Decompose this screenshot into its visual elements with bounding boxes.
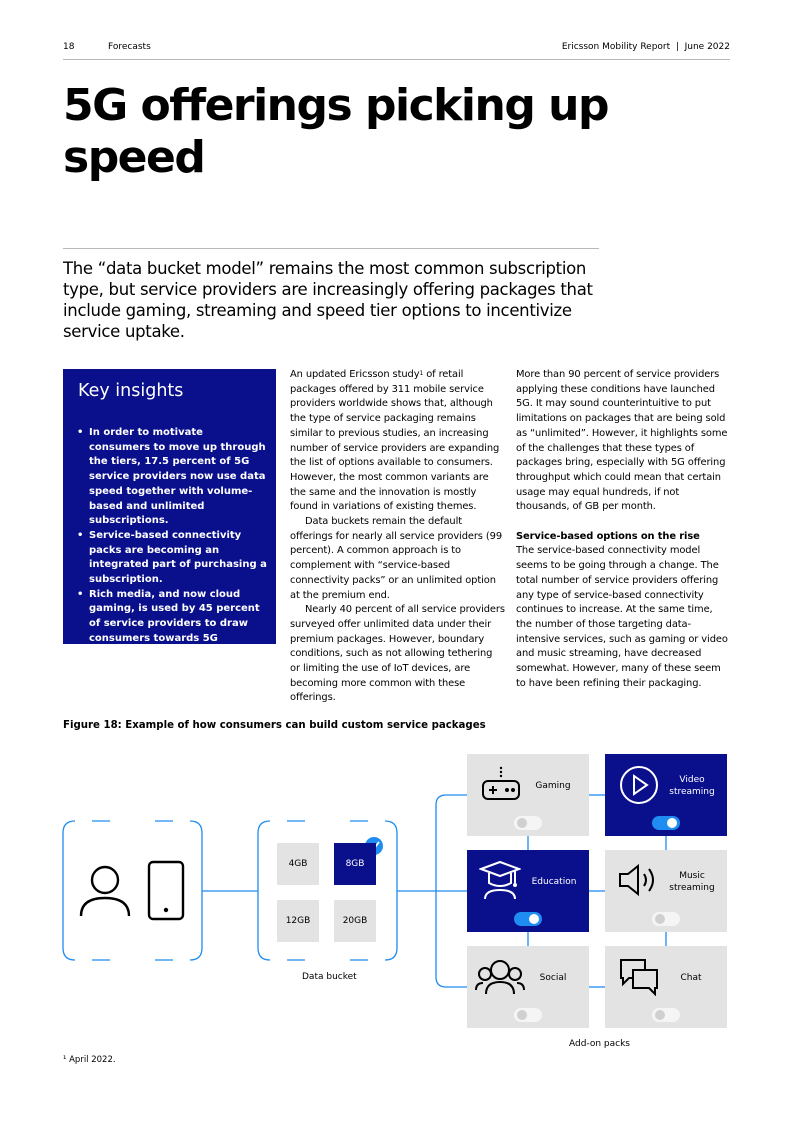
data-bucket-label: Data bucket [302,972,357,982]
key-insights-box [63,369,276,659]
phone-button [164,908,168,912]
header-divider [63,59,730,60]
addon-label: Education [531,877,577,887]
speaker-icon [618,864,660,896]
section-name: Forecasts [108,42,151,52]
addon-chat[interactable] [605,946,727,1028]
addon-social[interactable] [467,946,589,1028]
person-icon [81,867,129,916]
addon-label: Music streaming [669,871,715,893]
intro-paragraph: The “data bucket model” remains the most common subscription type, but service providers are increasingly offering packages that include gaming, streaming and speed tier options to incentivize service uptake. [63,259,593,341]
footnote: ¹ April 2022. [63,1055,116,1065]
graduation-cap-icon [479,859,521,901]
page-title: 5G offerings picking up speed [63,80,608,183]
key-insight-item: • Service-based connectivity packs are becoming an integrated part of purchasing a subscription. [77,529,267,588]
footnote-ref[interactable]: 1 [419,370,424,377]
toggle-switch[interactable] [652,912,680,926]
figure-diagram [0,740,793,1060]
bucket-4gb[interactable]: 4GB [277,843,319,885]
addon-education[interactable] [467,850,589,932]
addon-label: Chat [680,973,702,983]
report-name: Ericsson Mobility Report | June 2022 [561,42,730,52]
bucket-8gb[interactable]: 8GB [334,843,376,885]
subheading: Service-based options on the rise [516,530,700,542]
body-column-1 [290,368,505,706]
toggle-switch[interactable] [652,1008,680,1022]
bucket-12gb[interactable]: 12GB [277,900,319,942]
paragraph: Nearly 40 percent of all service providers surveyed offer unlimited data under their premium packages. However, boundary conditions, such as not allowing tethering or limiting the use of IoT devices, are becoming more common with these offerings. [290,604,505,704]
key-insights-heading: Key insights [78,381,184,401]
intro-divider [63,248,599,249]
toggle-switch[interactable] [652,816,680,830]
chat-icon [619,956,659,996]
paragraph: More than 90 percent of service providers applying these conditions have launched 5G. It may sound counterintuitive to put limitations on packages that are being sold as “unlimited”. However, it highlights some of the challenges that these types of packages bring, especially with 5G offering throughput which could mean that certain usage may equal hundreds, if not thousands, of GB per month. [516,369,728,513]
toggle-switch[interactable] [514,1008,542,1022]
key-insights-list [77,426,267,661]
addon-gaming[interactable] [467,754,589,836]
page-number: 18 [63,42,75,52]
paragraph [290,368,505,515]
key-insight-item: • Rich media, and now cloud gaming, is used by 45 percent of service providers to draw consumers towards 5G subscriptions and devices. [77,588,267,662]
body-column-2 [516,368,731,691]
text-run: An updated Ericsson study [290,369,420,380]
addon-label: Social [539,973,567,983]
play-icon [619,765,659,805]
toggle-switch[interactable] [514,816,542,830]
addon-packs-label: Add-on packs [569,1039,630,1049]
gamepad-icon [481,766,521,802]
paragraph: The service-based connectivity model seems to be going through a change. The total number of service providers offering any type of service-based connectivity continues to increase. At the same time, the number of those targeting data-intensive services, such as gaming or video and music streaming, have decreased somewhat. However, many of these seem to have been refining their packaging. [516,545,728,689]
key-insight-item: • In order to motivate consumers to move up through the tiers, 17.5 percent of 5G service providers now use data speed together with volume-based and unlimited subscriptions. [77,426,267,529]
text-run: of retail packages offered by 311 mobile service providers worldwide shows that, although the type of service packaging remains similar to previous studies, an increasing number of service providers are expanding the list of options available to consumers. However, the most common variants are the same and the innovation is mostly found in variations of existing themes. [290,369,500,513]
addon-video-streaming[interactable] [605,754,727,836]
addon-label: Gaming [535,781,571,791]
bucket-20gb[interactable]: 20GB [334,900,376,942]
addon-music-streaming[interactable] [605,850,727,932]
paragraph: Data buckets remain the default offerings for nearly all service providers (99 percent). A common approach is to complement with “service-based connectivity packs” or an unlimited option at the premium end. [290,516,503,601]
people-icon [475,956,525,996]
toggle-switch[interactable] [514,912,542,926]
figure-caption: Figure 18: Example of how consumers can build custom service packages [63,720,486,731]
addon-label: Video streaming [669,775,715,797]
